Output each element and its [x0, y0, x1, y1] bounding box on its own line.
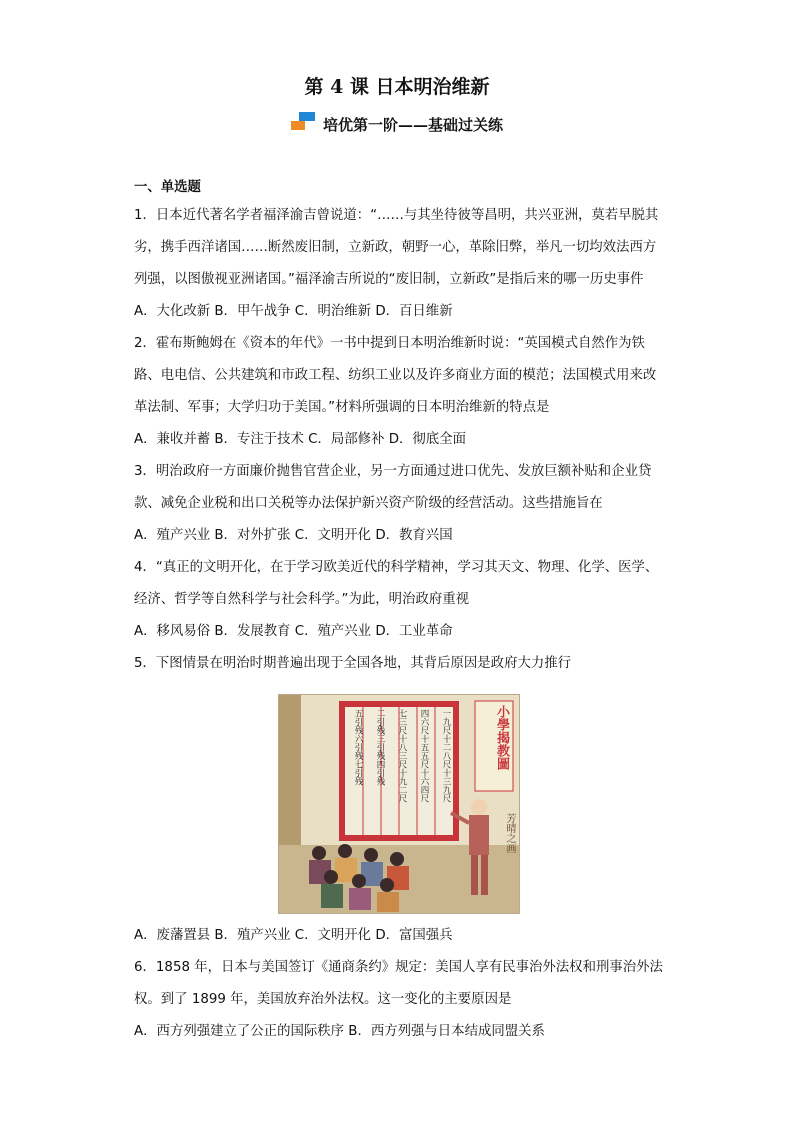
chart-column: 四六尺十五五尺十六四尺 — [419, 709, 429, 803]
question-stem: 6．1858 年，日本与美国签订《通商条约》规定：美国人享有民事治外法权和刑事治外法权。到了 1899 年，美国放弃治外法权。这一变化的主要原因是 — [134, 960, 663, 1007]
question-options: A．殖产兴业 B．对外扩张 C．文明开化 D．教育兴国 — [134, 528, 453, 543]
artist-signature: 芳晴之画 — [504, 813, 515, 853]
chart-text — [347, 709, 451, 833]
chart-column: 五引残六引残七引残 — [353, 709, 363, 786]
question-stem: 2．霍布斯鲍姆在《资本的年代》一书中提到日本明治维新时说：“英国模式自然作为铁路、电电信、公共建筑和市政工程、纺织工业以及许多商业方面的模范；法国模式用来改革法制、军事；大学归功于美国。”材料所强调的日本明治维新的特点是 — [134, 336, 657, 415]
page-title: 第 4 课 日本明治维新 — [304, 76, 490, 98]
content — [134, 178, 664, 1048]
chart-column: 七三尺十八三尺十九二尺 — [397, 709, 407, 803]
poster-title: 小學揭教圖 — [494, 705, 509, 770]
classroom-woodblock-print — [278, 694, 520, 914]
blocks-icon — [291, 112, 317, 136]
chart-column: 一九尺十二八尺十三九尺 — [441, 709, 451, 803]
subtitle-text: 培优第一阶——基础过关练 — [322, 115, 503, 134]
question-options: A．大化改新 B．甲午战争 C．明治维新 D．百日维新 — [134, 304, 453, 319]
question-stem: 4．“真正的文明开化，在于学习欧美近代的科学精神，学习其天文、物理、化学、医学、经济、哲学等自然科学与社会科学。”为此，明治政府重视 — [134, 560, 659, 607]
question-options: A．西方列强建立了公正的国际秩序 B．西方列强与日本结成同盟关系 — [134, 1024, 545, 1039]
question-options: A．兼收并蓄 B．专注于技术 C．局部修补 D．彻底全面 — [134, 432, 466, 447]
question-options: A．废藩置县 B．殖产兴业 C．文明开化 D．富国强兵 — [134, 928, 453, 943]
section-title: 一、单选题 — [134, 180, 201, 195]
chart-column: 二引残三引残四引残 — [375, 709, 385, 786]
question-stem: 1．日本近代著名学者福泽渝吉曾说道：“……与其坐待彼等昌明，共兴亚洲，莫若早脱其劣，携手西洋诸国……断然废旧制，立新政，朝野一心，革除旧弊，举凡一切均效法西方列强，以图傲视亚洲诸国。”福泽渝吉所说的“废旧制，立新政”是指后来的哪一历史事件 — [134, 208, 659, 287]
subtitle — [0, 112, 794, 136]
question-options: A．移风易俗 B．发展教育 C．殖产兴业 D．工业革命 — [134, 624, 453, 639]
question-stem: 5．下图情景在明治时期普遍出现于全国各地，其背后原因是政府大力推行 — [134, 656, 572, 671]
question-stem: 3．明治政府一方面廉价抛售官营企业，另一方面通过进口优先、发放巨额补贴和企业贷款、减免企业税和出口关税等办法保护新兴资产阶级的经营活动。这些措施旨在 — [134, 464, 652, 511]
